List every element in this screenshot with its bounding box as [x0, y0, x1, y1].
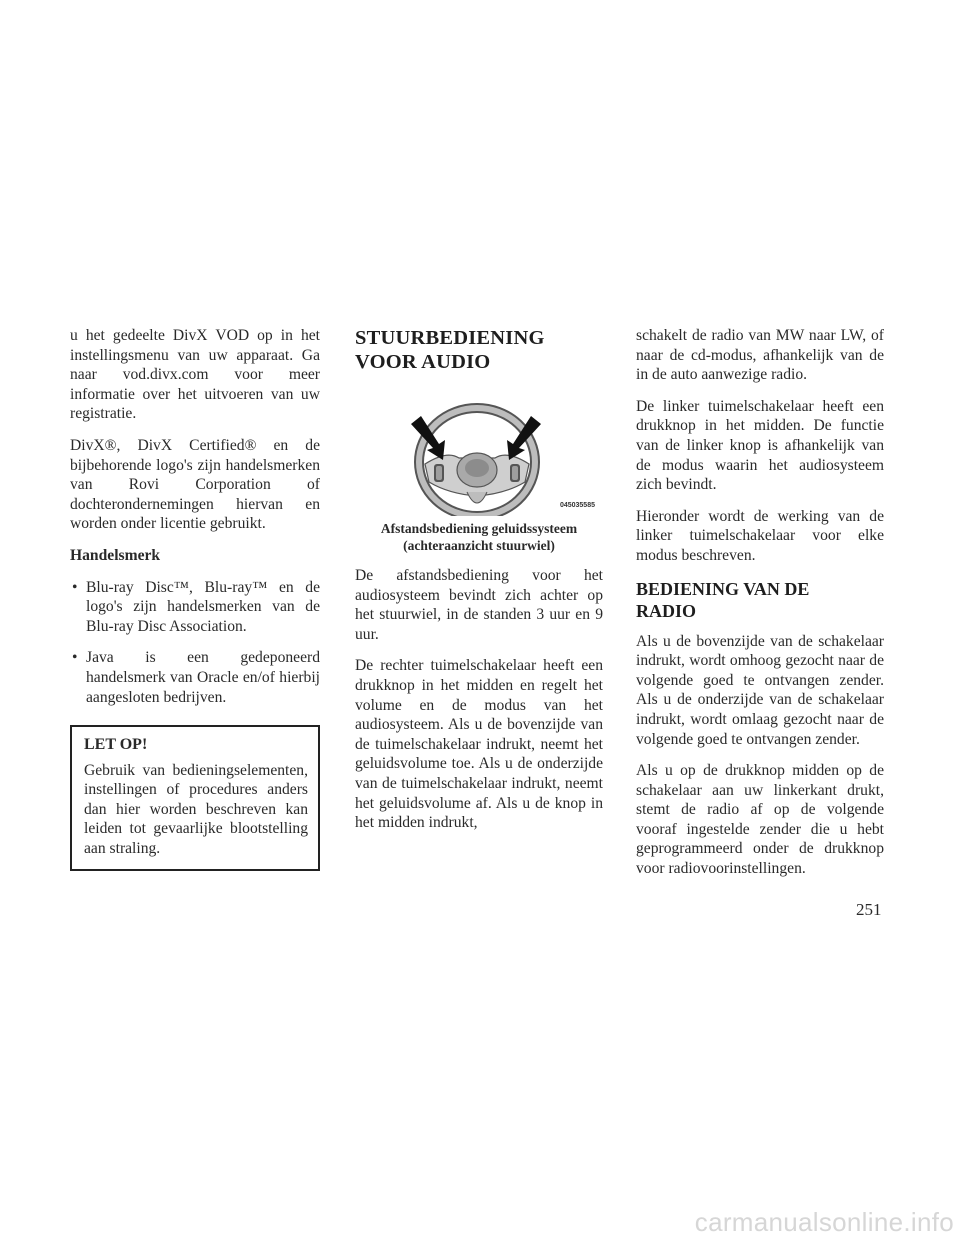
section-title-line1: STUURBEDIENING [355, 327, 545, 349]
paragraph: schakelt de radio van MW naar LW, of naar de cd-modus, afhankelijk van de in de auto aanwezige radio. [636, 327, 884, 384]
trademark-paragraph: DivX®, DivX Certified® en de bijbehorende logo's zijn handelsmerken van Rovi Corporation of dochterondernemingen hiervan en worden onder licentie gebruikt. [70, 436, 320, 533]
caption-line2: (achteraanzicht stuurwiel) [403, 538, 555, 553]
paragraph: Als u op de drukknop midden op de schakelaar aan uw linkerkant drukt, stemt de radio af op de volgende vooraf ingestelde zender die u hebt geprogrammeerd onder de drukknop voor radiovoorinstellingen. [636, 762, 884, 878]
trademark-list [70, 578, 320, 708]
subheading [636, 578, 884, 622]
subheading-line1: BEDIENING VAN DE [636, 578, 810, 599]
figure-code: 045035585 [559, 502, 595, 510]
subheading-line2: RADIO [636, 600, 697, 621]
section-title [355, 326, 603, 374]
paragraph: De rechter tuimelschakelaar heeft een drukknop in het midden en regelt het volume en de modus van het audiosysteem. Als u de bovenzijde van de tuimelschakelaar indrukt, neemt het geluidsvolume toe. Als u de onderzijde van de tuimelschakelaar indrukt, neemt het geluidsvolume af. Als u de knop in het midden indrukt, [355, 657, 603, 832]
middle-column [355, 326, 603, 845]
page-number: 251 [856, 900, 882, 919]
trademark-heading: Handelsmerk [70, 546, 161, 564]
warning-box [70, 725, 320, 871]
list-item: • Blu-ray Disc™, Blu-ray™ en de logo's zijn handelsmerken van de Blu-ray Disc Association. [70, 578, 320, 637]
left-column [70, 326, 320, 871]
watermark: carmanualsonline.info [694, 1207, 954, 1237]
steering-wheel-figure [355, 402, 603, 516]
paragraph: De afstandsbediening voor het audiosysteem bevindt zich achter op het stuurwiel, in de standen 3 uur en 9 uur. [355, 567, 603, 643]
paragraph: Hieronder wordt de werking van de linker tuimelschakelaar voor elke modus beschreven. [636, 507, 884, 564]
warning-text: Gebruik van bedieningselementen, instellingen of procedures anders dan hier worden beschreven kan leiden tot gevaarlijke blootstelling aan straling. [84, 761, 308, 858]
intro-paragraph: u het gedeelte DivX VOD op in het instellingsmenu van uw apparaat. Ga naar vod.divx.com voor meer informatie over het uitvoeren van uw registratie. [70, 327, 320, 423]
paragraph: De linker tuimelschakelaar heeft een drukknop in het midden. De functie van de linker knop is afhankelijk van de modus waarin het audiosysteem zich bevindt. [636, 397, 884, 494]
list-item: • Java is een gedeponeerd handelsmerk van Oracle en/of hierbij aangesloten bedrijven. [70, 648, 320, 707]
figure-caption [355, 520, 603, 554]
warning-title: LET OP! [84, 736, 148, 754]
section-title-line2: VOOR AUDIO [355, 351, 491, 373]
paragraph: Als u de bovenzijde van de schakelaar indrukt, wordt omhoog gezocht naar de volgende goed te ontvangen zender. Als u de onderzijde van de schakelaar indrukt, wordt omlaag gezocht naar de volgende goed te ontvangen zender. [636, 632, 884, 748]
right-column [636, 326, 884, 891]
caption-line1: Afstandsbediening geluidssysteem [380, 521, 578, 536]
